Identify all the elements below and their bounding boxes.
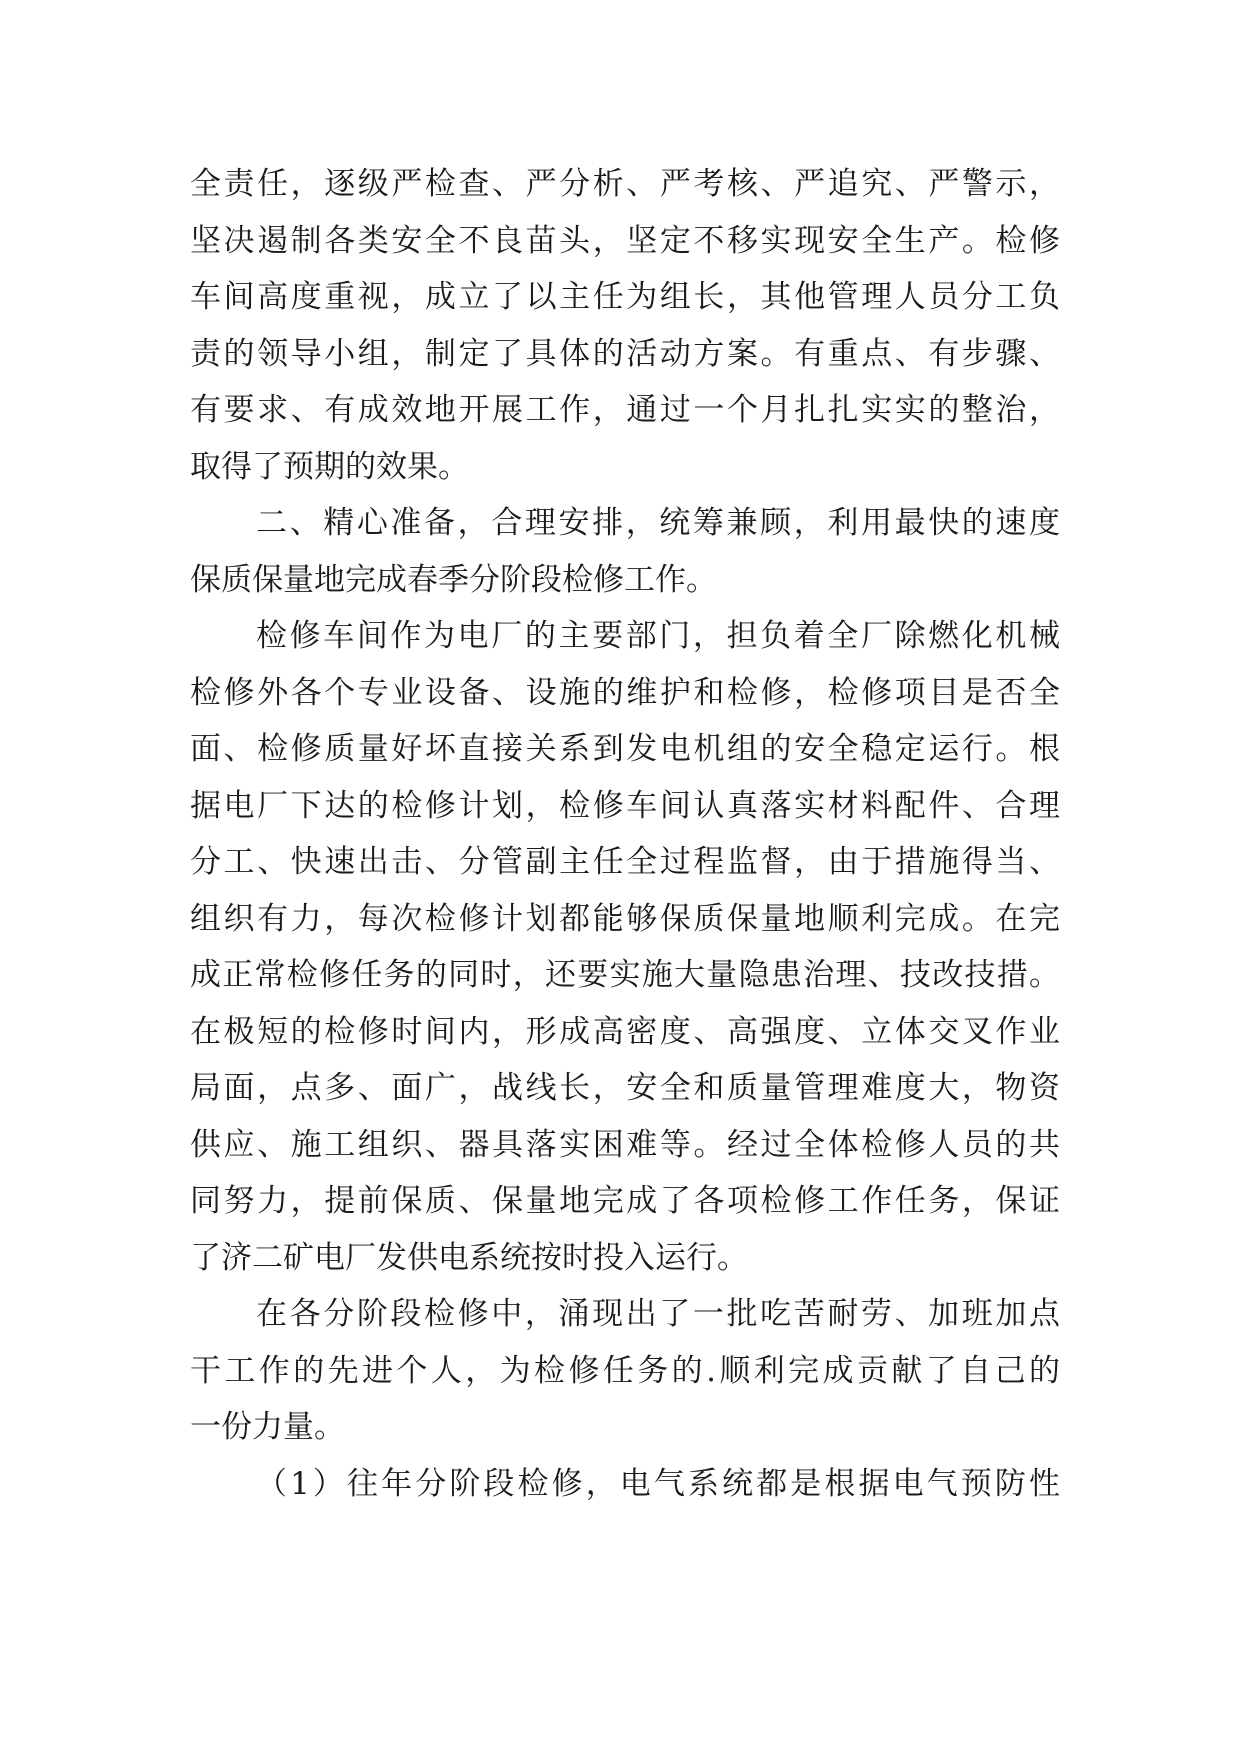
text-line: 了济二矿电厂发供电系统按时投入运行。 [190,1239,748,1276]
section-heading-line: 二、精心准备，合理安排，统筹兼顾，利用最快的速度 [256,505,1060,541]
document-body [190,156,1060,1512]
text-line: 全责任，逐级严检查、严分析、严考核、严追究、严警示， [190,166,1060,202]
text-line: 在各分阶段检修中，涌现出了一批吃苦耐劳、加班加点 [256,1296,1060,1332]
text-line: 有要求、有成效地开展工作，通过一个月扎扎实实的整治， [190,392,1060,428]
text-line: 局面，点多、面广，战线长，安全和质量管理难度大，物资 [190,1070,1060,1106]
text-line: 车间高度重视，成立了以主任为组长，其他管理人员分工负 [190,279,1060,315]
text-line: 取得了预期的效果。 [190,448,469,485]
text-line: 据电厂下达的检修计划，检修车间认真落实材料配件、合理 [190,787,1060,824]
text-line: 成正常检修任务的同时，还要实施大量隐患治理、技改技措。 [190,957,1060,993]
text-line: 一份力量。 [190,1409,345,1445]
text-line: 责的领导小组，制定了具体的活动方案。有重点、有步骤、 [190,335,1060,372]
text-line: 组织有力，每次检修计划都能够保质保量地顺利完成。在完 [190,900,1060,937]
text-line: 面、检修质量好坏直接关系到发电机组的安全稳定运行。根 [190,731,1060,767]
list-item-line: （1）往年分阶段检修，电气系统都是根据电气预防性 [256,1465,1060,1502]
text-line: 分工、快速出击、分管副主任全过程监督，由于措施得当、 [190,844,1060,880]
text-line: 供应、施工组织、器具落实困难等。经过全体检修人员的共 [190,1126,1060,1163]
section-heading-line: 保质保量地完成春季分阶段检修工作。 [190,561,717,598]
text-line: 坚决遏制各类安全不良苗头，坚定不移实现安全生产。检修 [190,222,1060,259]
text-line: 干工作的先进个人，为检修任务的.顺利完成贡献了自己的 [190,1352,1060,1389]
text-line: 检修车间作为电厂的主要部门，担负着全厂除燃化机械 [256,618,1060,654]
text-line: 同努力，提前保质、保量地完成了各项检修工作任务，保证 [190,1183,1060,1219]
text-line: 在极短的检修时间内，形成高密度、高强度、立体交叉作业 [190,1013,1060,1050]
text-line: 检修外各个专业设备、设施的维护和检修，检修项目是否全 [190,674,1060,711]
